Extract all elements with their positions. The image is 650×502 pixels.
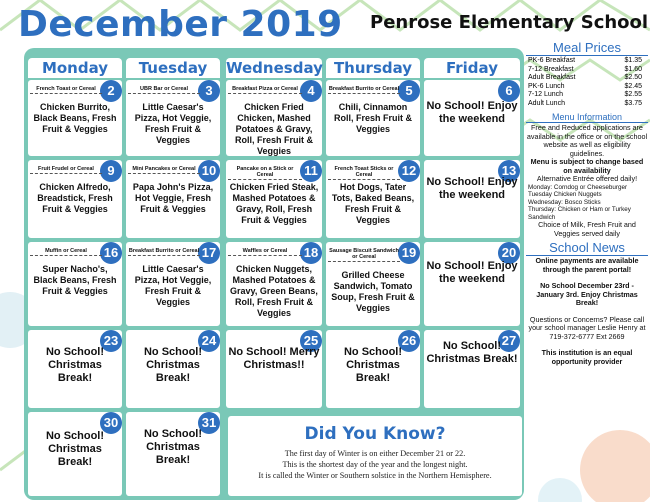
price-label: 7-12 Breakfast	[528, 65, 574, 73]
breakfast-text: Fruit Frudel or Cereal	[30, 166, 102, 174]
breakfast-text: Sausage Biscuit Sandwich or Cereal	[329, 248, 399, 260]
price-value: $1.35	[624, 57, 642, 64]
date-badge: 9	[100, 160, 122, 182]
lunch-text: Little Caesar's Pizza, Hot Veggie, Fresh Fruit & Veggies	[134, 102, 212, 145]
no-school-text: No School! Merry Christmas!!	[228, 346, 320, 371]
lunch-text: Chicken Fried Chicken, Mashed Potatoes & Gravy, Roll, Fresh Fruit & Veggies	[234, 102, 313, 156]
lunch-text: Super Nacho's, Black Beans, Fresh Fruit & Veggies	[33, 264, 117, 296]
breakfast-text: UBR Bar or Cereal	[128, 86, 200, 94]
right-info-column	[526, 40, 648, 366]
price-value: $2.50	[624, 74, 642, 81]
lunch-text: Grilled Cheese Sandwich, Tomato Soup, Fresh Fruit & Veggies	[331, 270, 415, 313]
no-school-text: No School! Enjoy the weekend	[426, 176, 518, 201]
day-cell	[126, 80, 220, 156]
lunch-text: Chicken Alfredo, Breadstick, Fresh Fruit & Veggies	[37, 182, 113, 214]
lunch-text: Chili, Cinnamon Roll, Fresh Fruit & Veggies	[333, 102, 412, 134]
did-you-know-title: Did You Know?	[304, 424, 446, 444]
page-title: December 2019	[18, 4, 343, 45]
price-label: 7-12 Lunch	[528, 91, 564, 98]
menu-change-notice: Menu is subject to change based on availability	[530, 157, 644, 175]
no-school-text: No School! Christmas Break!	[426, 340, 518, 365]
breakfast-text: French Toast or Cereal	[30, 86, 102, 94]
day-cell	[424, 160, 520, 238]
breakfast-text: Muffin or Cereal	[30, 248, 102, 256]
online-payments-text: Online payments are available through the parent portal!	[535, 256, 639, 274]
date-badge: 23	[100, 330, 122, 352]
date-badge: 2	[100, 80, 122, 102]
lunch-text: Hot Dogs, Tater Tots, Baked Beans, Fresh Fruit & Veggies	[331, 182, 415, 225]
breakfast-text: Waffles or Cereal	[228, 248, 302, 256]
price-value: $2.45	[624, 82, 642, 90]
date-badge: 20	[498, 242, 520, 264]
lunch-text: Chicken Burrito, Black Beans, Fresh Fruit & Veggies	[33, 102, 117, 134]
day-cell	[28, 160, 122, 238]
date-badge: 17	[198, 242, 220, 264]
did-you-know-line: This is the shortest day of the year and the longest night.	[282, 460, 468, 469]
price-label: PK-6 Breakfast	[528, 57, 576, 64]
no-school-text: No School! Christmas Break!	[343, 346, 403, 384]
day-cell	[424, 242, 520, 326]
breakfast-text: Breakfast Burrito or Cereal	[328, 86, 400, 92]
date-badge: 12	[398, 160, 420, 182]
day-header-friday: Friday	[424, 58, 520, 78]
breakfast-text: Breakfast Burrito or Cereal	[128, 248, 200, 254]
price-value: $2.55	[624, 91, 642, 98]
day-cell	[424, 80, 520, 156]
day-cell	[424, 330, 520, 408]
did-you-know-box	[228, 416, 522, 496]
equal-opportunity-text: This institution is an equal opportunity provider	[541, 348, 633, 366]
day-cell	[226, 80, 322, 156]
day-cell	[126, 242, 220, 326]
lunch-text: Papa John's Pizza, Hot Veggie, Fresh Fruit & Veggies	[132, 182, 214, 214]
date-badge: 4	[300, 80, 322, 102]
price-row	[526, 100, 648, 109]
date-badge: 27	[498, 330, 520, 352]
no-school-text: No School! Enjoy the weekend	[426, 100, 518, 125]
day-header-tuesday: Tuesday	[126, 58, 220, 78]
date-badge: 6	[498, 80, 520, 102]
price-row	[526, 66, 648, 75]
day-cell	[326, 80, 420, 156]
school-name: Penrose Elementary School	[370, 12, 649, 33]
price-row	[526, 57, 648, 66]
day-cell	[126, 160, 220, 238]
price-label: Adult Lunch	[528, 99, 565, 107]
breakfast-text: Breakfast Pizza or Cereal	[228, 86, 302, 94]
day-header-wednesday: Wednesday	[226, 59, 323, 77]
menu-info-title: Menu Information	[526, 112, 648, 123]
date-badge: 16	[100, 242, 122, 264]
price-value: $1.60	[624, 65, 642, 73]
school-news-title: School News	[526, 240, 648, 256]
day-cell	[28, 80, 122, 156]
no-school-text: No School! Christmas Break!	[143, 428, 203, 466]
price-row	[526, 83, 648, 92]
date-badge: 30	[100, 412, 122, 434]
price-value: $3.75	[624, 99, 642, 107]
day-header-thursday: Thursday	[326, 58, 420, 78]
day-header-monday: Monday	[28, 58, 122, 78]
day-cell	[126, 412, 220, 496]
meal-prices-title: Meal Prices	[526, 40, 648, 56]
day-cell	[28, 412, 122, 496]
no-school-text: No School! Christmas Break!	[45, 430, 105, 468]
date-badge: 13	[498, 160, 520, 182]
price-label: Adult Breakfast	[528, 74, 576, 81]
breakfast-text: French Toast Sticks or Cereal	[328, 166, 400, 180]
day-cell	[28, 242, 122, 326]
price-row	[526, 91, 648, 100]
date-badge: 31	[198, 412, 220, 434]
lunch-text: Chicken Fried Steak, Mashed Potatoes & Gravy, Roll, Fresh Fruit & Veggies	[229, 182, 319, 225]
price-label: PK-6 Lunch	[528, 82, 565, 90]
christmas-break-notice: No School December 23rd - January 3rd. Enjoy Christmas Break!	[536, 281, 638, 308]
date-badge: 19	[398, 242, 420, 264]
lunch-text: Chicken Nuggets, Mashed Potatoes & Gravy, Green Beans, Roll, Fresh Fruit & Veggies	[230, 264, 318, 318]
date-badge: 25	[300, 330, 322, 352]
alternative-entree-text: Alternative Entrée offered daily!	[536, 174, 638, 183]
no-school-text: No School! Christmas Break!	[45, 346, 105, 384]
meal-prices-table	[526, 57, 648, 108]
day-cell	[226, 330, 322, 408]
date-badge: 5	[398, 80, 420, 102]
alt-wednesday: Wednesday: Bosco Sticks	[528, 198, 601, 206]
day-cell	[326, 160, 420, 238]
milk-choice-text: Choice of Milk, Fresh Fruit and Veggies served daily	[538, 220, 636, 238]
date-badge: 10	[198, 160, 220, 182]
did-you-know-line: It is called the Winter or Southern solstice in the Northern Hemisphere.	[258, 471, 492, 480]
breakfast-text: Mini Pancakes or Cereal	[128, 166, 200, 174]
day-cell	[326, 242, 420, 326]
alt-tuesday: Tuesday Chicken Nuggets	[528, 191, 602, 199]
date-badge: 26	[398, 330, 420, 352]
alt-monday: Monday: Corndog or Cheeseburger	[528, 183, 628, 191]
date-badge: 11	[300, 160, 322, 182]
day-cell	[126, 330, 220, 408]
day-cell	[326, 330, 420, 408]
no-school-text: No School! Enjoy the weekend	[426, 260, 518, 285]
date-badge: 3	[198, 80, 220, 102]
date-badge: 18	[300, 242, 322, 264]
contact-text: Questions or Concerns? Please call your school manager Leslie Henry at 719-372-6777 Ext 2669	[528, 314, 646, 341]
lunch-text: Little Caesar's Pizza, Hot Veggie, Fresh Fruit & Veggies	[134, 264, 212, 307]
day-cell	[28, 330, 122, 408]
date-badge: 24	[198, 330, 220, 352]
day-cell	[226, 242, 322, 326]
menu-info-text: Free and Reduced applications are available in the office or on the school website as well as eligibility guidelines.	[526, 123, 648, 158]
no-school-text: No School! Christmas Break!	[143, 346, 203, 384]
alt-thursday: Thursday: Chicken or Ham or Turkey Sandwich	[528, 206, 631, 221]
day-cell	[226, 160, 322, 238]
breakfast-text: Pancake on a Stick or Cereal	[228, 166, 302, 180]
price-row	[526, 74, 648, 83]
did-you-know-line: The first day of Winter is on either December 21 or 22.	[284, 449, 466, 458]
